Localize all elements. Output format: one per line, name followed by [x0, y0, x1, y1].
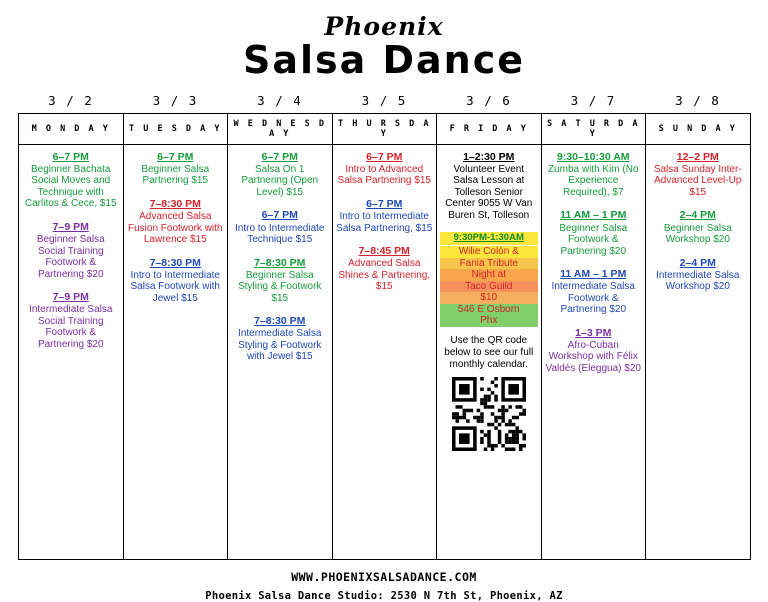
page-footer: [0, 570, 768, 602]
dayname-tuesday: T U E S D A Y: [123, 113, 228, 144]
highlighted-event-line: 546 E Osborn: [440, 304, 538, 316]
event-item: [22, 291, 120, 350]
event-time: 6–7 PM: [366, 197, 403, 210]
event-item: [649, 209, 747, 245]
event-description: Beginner Salsa Workshop $20: [663, 222, 732, 246]
highlighted-event: [440, 232, 538, 326]
day-cell-thursday: [332, 144, 437, 559]
date-3-8: 3 / 8: [675, 92, 721, 108]
event-item: [22, 221, 120, 280]
event-item: [545, 327, 643, 375]
event-description: Beginner Salsa Styling & Footwork $15: [238, 269, 322, 304]
event-description: Beginner Salsa Social Training Footwork & Partnering $20: [36, 234, 105, 280]
event-description: Beginner Salsa Partnering $15: [141, 163, 210, 187]
event-item: [127, 198, 225, 246]
highlighted-event-line: Wilie Colón &: [440, 246, 538, 258]
event-description: Intro to Advanced Salsa Partnering $15: [337, 163, 431, 187]
event-item: [231, 315, 329, 363]
dayname-row: [19, 113, 751, 144]
event-time: 7–8:30 PM: [254, 315, 306, 328]
event-item: [336, 198, 434, 234]
event-item: [545, 151, 643, 199]
event-time: 6–7 PM: [366, 150, 403, 163]
event-item: [545, 268, 643, 316]
event-time: 7–9 PM: [52, 291, 89, 304]
event-time: 9:30–10:30 AM: [556, 150, 630, 163]
qr-code-icon[interactable]: [452, 377, 526, 451]
date-3-2: 3 / 2: [48, 92, 94, 108]
calendar-table: [18, 91, 751, 560]
date-3-4: 3 / 4: [257, 92, 303, 108]
event-time: 6–7 PM: [157, 150, 194, 163]
date-3-5: 3 / 5: [361, 92, 407, 108]
page-title-script: Phoenix: [324, 12, 444, 41]
event-item: [22, 151, 120, 210]
studio-address: Phoenix Salsa Dance Studio: 2530 N 7th St, Phoenix, AZ: [205, 589, 563, 602]
event-item: [545, 209, 643, 257]
event-item: [336, 245, 434, 293]
day-cell-monday: [19, 144, 124, 559]
highlighted-event-line: Fania Tribute: [440, 258, 538, 270]
website-url[interactable]: WWW.PHOENIXSALSADANCE.COM: [291, 569, 477, 584]
event-description: Intermediate Salsa Footwork & Partnering $20: [551, 281, 635, 316]
event-description: Intermediate Salsa Workshop $20: [656, 269, 740, 293]
event-time: 2–4 PM: [679, 209, 716, 222]
events-row: [19, 144, 751, 559]
event-description: Intermediate Salsa Social Training Footwork & Partnering $20: [29, 304, 113, 350]
day-cell-tuesday: [123, 144, 228, 559]
event-description: Intro to Intermediate Salsa Partnering, $15: [336, 211, 433, 234]
event-time: 1–3 PM: [575, 326, 612, 339]
event-time: 7–8:30 PM: [254, 256, 306, 269]
event-description: Advanced Salsa Fusion Footwork with Lawrence $15: [128, 211, 223, 246]
date-3-7: 3 / 7: [570, 92, 616, 108]
highlighted-event-line: Night at: [440, 269, 538, 281]
event-item: [440, 151, 538, 222]
event-item: [649, 257, 747, 293]
event-time: 1–2:30 PM: [463, 150, 515, 163]
event-description: Intro to Intermediate Salsa Footwork with Jewel $15: [130, 269, 220, 304]
event-time: 7–8:30 PM: [149, 197, 201, 210]
dayname-saturday: S A T U R D A Y: [541, 113, 646, 144]
event-time: 7–8:45 PM: [358, 245, 410, 258]
dayname-sunday: S U N D A Y: [646, 113, 751, 144]
event-description: Beginner Salsa Footwork & Partnering $20: [559, 222, 628, 257]
page-header: [0, 0, 768, 81]
qr-instruction-text: Use the QR code below to see our full monthly calendar.: [444, 334, 534, 370]
dayname-wednesday: W E D N E S D A Y: [228, 113, 333, 144]
event-item: [127, 151, 225, 187]
date-3-6: 3 / 6: [466, 92, 512, 108]
event-item: [231, 151, 329, 199]
highlighted-event-line: Phx: [440, 315, 538, 327]
highlighted-event-time: 9:30PM-1:30AM: [440, 232, 538, 245]
calendar-wrapper: [18, 91, 750, 560]
event-time: 12–2 PM: [676, 150, 719, 163]
dayname-monday: M O N D A Y: [19, 113, 124, 144]
event-time: 11 AM – 1 PM: [560, 268, 627, 281]
date-3-3: 3 / 3: [152, 92, 198, 108]
date-row: [19, 91, 751, 114]
event-item: [336, 151, 434, 187]
highlighted-event-line: $10: [440, 292, 538, 304]
event-description: Advanced Salsa Shines & Partnering, $15: [338, 258, 431, 293]
dayname-thursday: T H U R S D A Y: [332, 113, 437, 144]
event-time: 6–7 PM: [261, 209, 298, 222]
day-cell-friday: [437, 144, 542, 559]
event-time: 11 AM – 1 PM: [560, 209, 627, 222]
event-description: Beginner Bachata Social Moves and Technique with Carlitos & Cece, $15: [24, 163, 117, 210]
event-description: Intermediate Salsa Styling & Footwork with Jewel $15: [238, 328, 322, 363]
day-cell-saturday: [541, 144, 646, 559]
dayname-friday: F R I D A Y: [437, 113, 542, 144]
event-item: [649, 151, 747, 199]
event-time: 2–4 PM: [679, 256, 716, 269]
highlighted-event-line: Taco Guild: [440, 281, 538, 293]
event-time: 6–7 PM: [52, 150, 89, 163]
event-time: 7–9 PM: [52, 220, 89, 233]
event-time: 6–7 PM: [261, 150, 298, 163]
event-description: Intro to Intermediate Technique $15: [235, 222, 325, 246]
event-description: Salsa On 1 Partnering (Open Level) $15: [241, 163, 319, 198]
day-cell-wednesday: [228, 144, 333, 559]
event-description: Zumba with Kim (No Experience Required), $7: [547, 163, 639, 198]
page-title: Salsa Dance: [242, 38, 526, 82]
day-cell-sunday: [646, 144, 751, 559]
event-item: [127, 257, 225, 305]
event-time: 7–8:30 PM: [149, 256, 201, 269]
event-description: Afro-Cuban Workshop with Félix Valdés (Eleggua) $20: [545, 339, 641, 374]
event-item: [231, 209, 329, 245]
event-item: [231, 257, 329, 305]
event-description: Salsa Sunday Inter-Advanced Level-Up $15: [653, 163, 742, 198]
event-description: Volunteer Event Salsa Lesson at Tolleson Senior Center 9055 W Van Buren St, Tolleson: [445, 163, 533, 221]
